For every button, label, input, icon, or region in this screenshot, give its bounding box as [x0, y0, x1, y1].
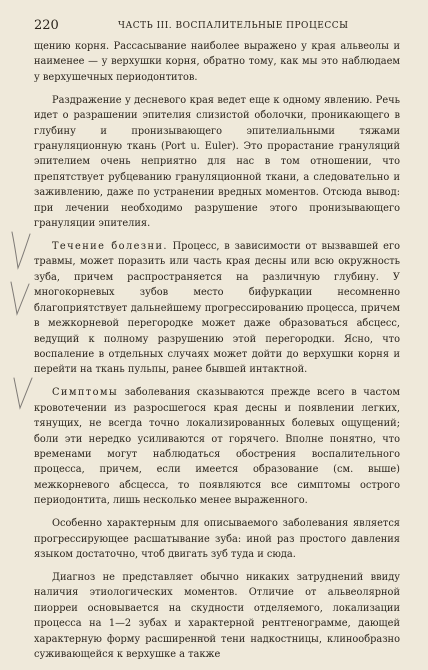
paragraph-text: Диагноз не представляет обычно никаких затруднений ввиду наличия этиологических моментов. Отличие от альвеолярной пиорреи основывается на скудности отделяемого, локализации процесса на 1—2 зубах и характерной рентгенограмме, дающей характерную форму расширенной тени надкостницы, клинообразно суживающейся к верхушке а также: [34, 571, 400, 660]
paragraph-symptoms: [34, 385, 400, 508]
paragraph-text: Процесс, в зависимости от вызвавшей его травмы, может поразить или часть края десны или всю окружность зуба, причем распространяется на различную глубину. У многокорневых зубов место бифуркации несомненно благоприятствует дальнейшему прогрессированию процесса, причем в межкорневой перегородке может даже образоваться абсцесс, ведущий к полному разрушению этой перегородки. Ясно, что воспаление в отдельных случаях может дойти до верхушки корня и перейти на ткань пульпы, ранее бывшей интактной.: [34, 241, 400, 376]
pencil-checkmark-2: [6, 278, 32, 322]
paragraph-gingival-irritation: [34, 93, 400, 232]
pencil-checkmark-1: [8, 228, 34, 276]
page-header: [34, 18, 396, 34]
page-number: 220: [34, 18, 59, 33]
body-text: [34, 39, 400, 670]
paragraph-diagnosis: [34, 570, 400, 662]
section-lead: Течение болезни.: [52, 241, 168, 253]
running-title: ЧАСТЬ III. ВОСПАЛИТЕЛЬНЫЕ ПРОЦЕССЫ: [118, 21, 349, 31]
paragraph-tooth-mobility: [34, 516, 400, 562]
paragraph-disease-course: [34, 239, 400, 378]
section-lead: Симптомы: [52, 387, 119, 399]
paragraph-text: заболевания сказываются прежде всего в частом кровотечении из разросшегося края десны и появлении легких, тянущих, не всегда точно локализированных болевых ощущений; боли эти нередко усиливаются от горячего. Вполне понятно, что временами могут наблюдаться обострения воспалительного процесса, причем, если имеется образование (см. выше) межкорневого абсцесса, то появляются все симптомы острого периодонтита, лишь несколько менее выраженного.: [34, 387, 400, 507]
paragraph-continuation: [34, 39, 400, 85]
paragraph-text: щению корня. Рассасывание наиболее выражено у края альвеолы и наименее — у верхушки корня, обратно тому, как мы это наблюдаем у верхушечных периодонтитов.: [34, 41, 400, 83]
paragraph-text: Особенно характерным для описываемого заболевания является прогрессирующее расшатывание зуба: иной раз простого давления языком достаточно, чтоб двигать зуб туда и сюда.: [34, 518, 400, 560]
pencil-checkmark-3: [10, 372, 36, 416]
paragraph-text: Раздражение у десневого края ведет еще к одному явлению. Речь идет о разрашении эпителия слизистой оболочки, проникающего в глубину и пронизывающего эпителиальными тяжами грануляционную ткань (Port u. Euler). Это прорастание грануляций эпителием очень неприятно для нас в том отношении, что препятствует рубцеванию грануляционной ткани, а следовательно и заживлению, даже по устранении вредных моментов. Отсюда вывод: при лечении необходимо разрушение этого пронизывающего грануляции эпителия.: [34, 94, 400, 230]
